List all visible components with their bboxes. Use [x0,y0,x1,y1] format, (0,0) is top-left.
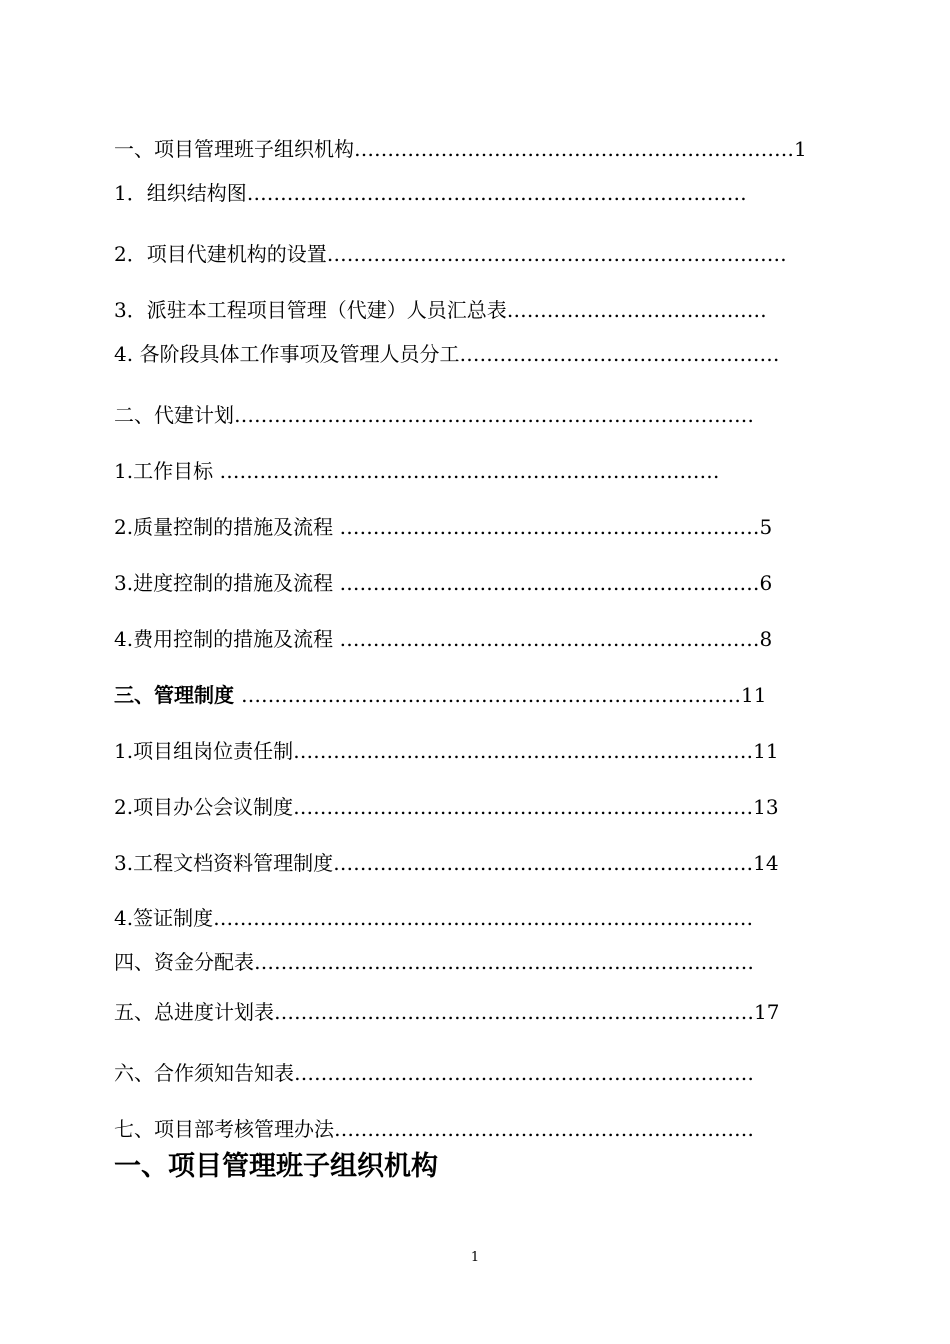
toc-page-number: 13 [753,795,779,819]
toc-entry-text: 2．项目代建机构的设置 [114,242,327,266]
toc-entry-3-1[interactable] [114,739,779,763]
toc-leader-dots: ………………………………………………………… [354,137,794,161]
toc-leader-dots: ………………………………………………………………… [254,950,754,974]
toc-page-number: 11 [740,683,767,707]
toc-entry-1-4[interactable] [114,342,779,366]
toc-leader-dots: ………………………………… [506,298,767,322]
toc-entry-text: 七、项目部考核管理办法 [114,1117,334,1141]
toc-leader-dots: …………………………………………………………………… [234,403,754,427]
toc-entry-text: 3．派驻本工程项目管理（代建）人员汇总表 [114,298,507,322]
toc-entry-3-2[interactable] [114,795,779,819]
toc-leader-dots: ………………………………………… [459,342,780,366]
toc-entry-1-1[interactable] [114,181,747,205]
toc-page-number: 8 [759,627,773,651]
toc-leader-dots: …………………………………………………………… [293,795,754,819]
toc-entry-text: 3.进度控制的措施及流程 [114,571,340,595]
toc-leader-dots: …………………………………………………………… [293,739,754,763]
toc-entry-4[interactable] [114,950,754,974]
toc-page-number: 17 [754,1000,780,1024]
toc-entry-text: 1.工作目标 [114,459,220,483]
toc-entry-1-2[interactable] [114,242,787,266]
toc-entry-6[interactable] [114,1061,754,1085]
toc-entry-text: 二、代建计划 [114,403,234,427]
toc-entry-text: 3.工程文档资料管理制度 [114,851,334,875]
toc-entry-text: 4.费用控制的措施及流程 [114,627,340,651]
page-number: 1 [470,1250,480,1265]
toc-entry-3-4[interactable] [114,906,753,930]
toc-page-number: 6 [759,571,773,595]
toc-leader-dots: ………………………………………………………………… [240,683,741,707]
toc-leader-dots: ………………………………………………………………… [219,459,720,483]
toc-leader-dots: ………………………………………………………………… [246,181,747,205]
toc-entry-text: 1.项目组岗位责任制 [114,739,294,763]
section-heading: 一、项目管理班子组织机构 [114,1151,438,1182]
toc-entry-2-2[interactable] [114,515,772,539]
toc-leader-dots: ……………………………………………………… [334,1117,754,1141]
toc-entry-text: 一、项目管理班子组织机构 [114,137,354,161]
toc-entry-3-3[interactable] [114,851,779,875]
toc-entry-text: 四、资金分配表 [114,950,254,974]
toc-entry-2-1[interactable] [114,459,719,483]
toc-entry-text: 2.项目办公会议制度 [114,795,294,819]
toc-leader-dots: ……………………………………………………………………… [213,906,754,930]
toc-entry-text: 三、管理制度 [114,683,241,707]
toc-entry-1[interactable] [114,137,807,161]
toc-leader-dots: ……………………………………………………… [339,515,760,539]
toc-entry-2-3[interactable] [114,571,772,595]
toc-entry-text: 1．组织结构图 [114,181,247,205]
toc-entry-text: 4. 各阶段具体工作事项及管理人员分工 [114,342,460,366]
toc-entry-5[interactable] [114,1000,779,1024]
toc-leader-dots: ……………………………………………………………… [274,1000,754,1024]
toc-page-number: 1 [794,137,807,161]
toc-entry-text: 五、总进度计划表 [114,1000,274,1024]
toc-page-number: 11 [753,739,779,763]
toc-entry-2-4[interactable] [114,627,772,651]
toc-leader-dots: ……………………………………………………… [333,851,754,875]
toc-entry-3[interactable] [114,683,766,707]
toc-page-number: 5 [759,515,773,539]
toc-entry-text: 六、合作须知告知表 [114,1061,294,1085]
toc-entry-text: 4.签证制度 [114,906,214,930]
toc-entry-2[interactable] [114,403,754,427]
toc-entry-1-3[interactable] [114,298,767,322]
toc-entry-7[interactable] [114,1117,754,1141]
toc-leader-dots: …………………………………………………………… [294,1061,754,1085]
toc-leader-dots: ……………………………………………………… [339,571,760,595]
toc-page-number: 14 [753,851,779,875]
toc-leader-dots: ……………………………………………………… [339,627,760,651]
toc-entry-text: 2.质量控制的措施及流程 [114,515,340,539]
toc-leader-dots: …………………………………………………………… [326,242,787,266]
